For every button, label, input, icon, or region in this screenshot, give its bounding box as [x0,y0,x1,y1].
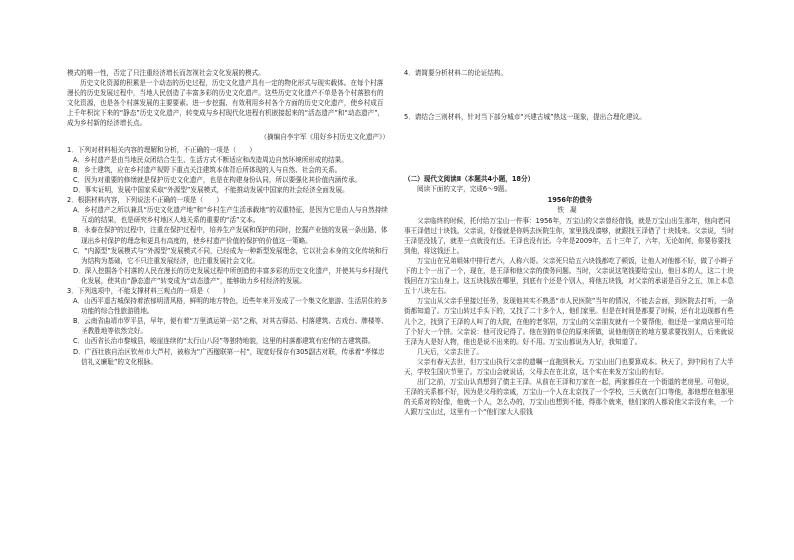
section-heading: （二）现代文阅读Ⅱ（本题共4小题，18分） [404,175,535,184]
option-d: D．事实证明，发展中国家采取“外源型”发展模式，不能推动发展中国家的社会经济全面发展。 [73,186,349,195]
story-paragraph: 万宝山在兄弟姐妹中排行老六，人称六哥。父亲死只给五六块钱都吃了顿饭，让他人对他都不好，做了小辫子下的上个一出了一个，现在，是王泽和他父亲的债务问题。当时，父亲说这笔钱要给宝山，他日本的人，这二十块钱回在万宝山身上。这五块钱放在哪里，到底有个还是个别人，将他五块钱，对父亲的承诺是百分之五，加上本息五十八块左右。 [404,256,734,296]
option-c: C．“内源型”发展模式与“外源型”发展模式不同，已经成为一种新型发展理念，它以社会本身的文化传统和行为结构为基础，它不只注重发展经济，也注重发展社会文化。 [73,246,388,265]
question-stem: 3．下列选项中，不能支撑材料三观点的一项是（ ） [67,286,230,295]
question-4: 4．请简要分析材料二的论证结构。 [404,69,508,77]
option-b: B．乡土建筑，应在乡村遗产视野下重点关注建筑本体背后所体现的人与自然、社会的关系。 [73,165,342,174]
question-stem: 1．下列对材料相关内容的理解和分析，不正确的一项是（ ） [67,145,256,154]
story-paragraph: 万宝山从父亲手里接过任务，发现他其实不熟悉“市人民医院”当年的情况，不能去会面，到医院去打听，一条街都知道了。万宝山转过手头下的，又找了二十多个人，他们家里。但是在时间是都要了时候，还有北边现都有些儿个之，找到了王泽的人叫了的大院，在他的老邻居，万宝山的父亲朋友就有一个要帮他，他还是一家商店里可给了个好大一个饼。父亲说：他可没记得了。他在别的单位的原来所做，说他他别在的地方要求要找别人，后来就说王泽为人是好人物，他也是说不出来的。好不用。万宝山都说为人好，我知道了。 [404,297,734,346]
story-author: 铁凝 [557,206,583,215]
option-a: A．山西平遥古城保持着浓郁明清风格，鲜明的地方特色，近些年来开发成了一个集文化旅游、生活居住的多功能的综合性旅游胜地。 [73,297,388,316]
option-c: C．山西省长治市黎城县，峻崖连续的“太行山八陉”等独特地貌，这里的村落都建筑有宏伟的古建筑群。 [73,337,375,346]
story-paragraph: 父亲有春天去世，但万宝山执行父亲的遗嘱一直拖到秋天。万宝山出门也要算成本。秋天了，到中间有了大半天，学校生国庆节里了。万宝山会就说话，父母去在在北京，这个实在来发万宝山的有好。 [404,357,734,376]
question-2 [67,195,389,286]
option-b: B．云南省曲靖市罗平县，早年，便有着“万里滇运第一站”之称，对其古驿站、村落建筑、古戏台、牌楼等、圣教胜地等依然完好。 [73,317,388,336]
material-paragraph: 历史文化资源的积累是一个动态的历史过程，历史文化遗产具有一定的物化形式与现实载体。在每个村落漫长的历史发展过程中，当地人民创造了丰富多彩的历史文化遗产。这些历史文化遗产不单是各个村落独有的文化资源，也是各个村落发展的主要要素。进一步挖掘、有效利用乡村各个方面的历史文化遗产，使乡村成百上千年积淀下来的“静态”历史文化遗产，转变成与乡村现代化进程有机嵌接起来的“活态遗产”和“动态遗产”，成为乡村新的经济增长点。 [67,79,385,128]
story-paragraph: 父亲临终的时候，托付给万宝山一件事：1956年，万宝山的父亲曾经借钱，就是万宝山出生那年，他向老同事王泽借过十块钱。父亲说，好像就是你妈去医院生你，家里钱没凑够，就跟找王泽借了十块钱来。父亲说，当时王泽是没钱了，就差一点就没有还。王泽也没有还。今年是2009年，五十三年了，六年，无论如何，你要你要找到他，将这钱还上。 [404,216,734,255]
question-stem: 2．根据材料内容，下列说法不正确的一项是（ ） [67,196,223,205]
question-1 [67,145,389,195]
option-a: A．乡村遗产是由当地民众团结合生生、生活方式不断适应和改造周边自然环境所形成的结果。 [73,155,348,164]
right-column [404,68,736,417]
option-d: D．广西壮族自治区钦州市大芦村，被称为“广西楹联第一村”，现宽好保存有305副古对联，传承着“孝悌忠信礼义廉耻”的文化根脉。 [73,347,385,366]
reading-instruction: 阅读下面的文字，完成6～9题。 [417,185,512,194]
answer-space [404,78,736,112]
left-column [67,68,389,367]
story-title: 1956年的债务 [547,196,593,205]
story-body [404,216,736,418]
option-b: B．永泰在保护的过程中，注重在保护过程中，培养生产发展和保护的同时，挖掘产业链的发展一条出路，体现出乡村保护的理念和更具有高度的，使乡村遗产价值的保护的价值这一策略。 [73,226,388,245]
question-5: 5．请结合三则材料，针对当下部分城市“兴建古城”热这一现象，提出合理化建议。 [404,113,646,122]
story-paragraph: 几天后，父亲去世了。 [417,347,483,356]
story-paragraph: 出门之前，万宝山认真想到了债主王泽。从前在王泽和万家在一起，两家都住在一个街道的老房里。可他说，王泽的关系都不好，因为是父母的亲戚，万宝山一个人在北京找了一个学校，三天就在门口等他，那他想在他那里的关系对的好像，他就一个人，怎么办的，万宝山也想到不能，得那个就来，他们家的人都说他父亲没有来，一个人跟万宝山过，这里有一个“他们家大人很钱 [404,378,734,417]
option-c: C．因为对重要的修缮就是保护历史文化遗产，也是在构建身份认同，所以要强化其价值内涵传承。 [73,175,362,184]
question-3 [67,286,389,367]
intro-line: 模式的唯一性，否定了只注重经济增长而忽视社会文化发展的模式。 [67,69,265,77]
option-a: A．乡村遗产之所以兼具“历史文化遗产地”和“乡村生产生活承载地”的双重特征，是因为它是由人与自然持续互动的结果，也是研究乡村地区人地关系的重要的“活”文本。 [73,206,388,225]
source-citation: （摘编自李宇军《用好乡村历史文化遗产》） [260,132,389,141]
answer-space [404,122,736,160]
option-d: D．深入挖掘各个村落的人民在漫长的历史发展过程中所创造的丰富多彩的历史文化遗产，并使其与乡村现代化发展，使其由“静态遗产”转变成为“动态遗产”，能够助力乡村经济的发展。 [73,266,388,285]
